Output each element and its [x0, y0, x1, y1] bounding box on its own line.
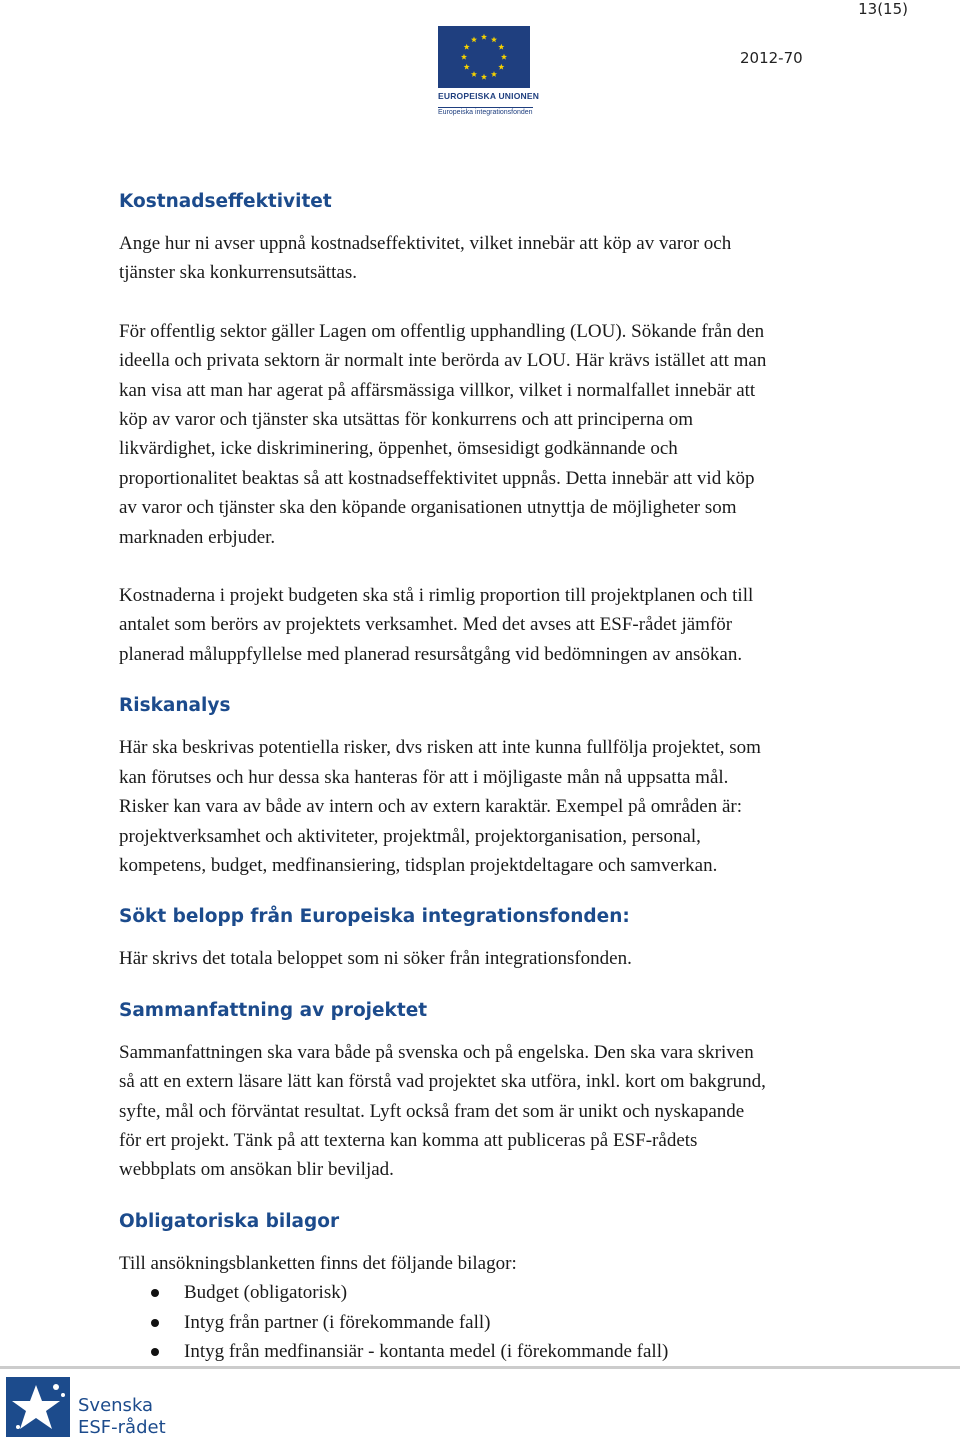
- kostnad-paragraph-2: För offentlig sektor gäller Lagen om offentlig upphandling (LOU). Sökande från den ideella och privata sektorn är normalt inte berörda av LOU. Här krävs istället att man kan visa att man har agerat på affärsmässiga villkor, vilket i normalfallet innebär att köp av varor och tjänster ska utsättas för konkurrens och att principerna om likvärdighet, icke diskriminering, öppenhet, ömsesidigt godkännande och proportionalitet beaktas så att kostnadseffektivitet uppnås. Detta innebär att vid köp av varor och tjänster ska den köpande organisationen utnyttja de möjligheter som marknaden erbjuder.: [119, 320, 767, 548]
- heading-sokt-belopp: Sökt belopp från Europeiska integrationsfonden:: [119, 906, 630, 928]
- page-number: 13(15): [858, 0, 908, 18]
- document-body: [119, 189, 879, 1366]
- sammanfattning-paragraph: Sammanfattningen ska vara både på svenska och på engelska. Den ska vara skriven så att en extern läsare lätt kan förstå vad projektet ska utföra, inkl. kort om bakgrund, syfte, mål och förväntat resultat. Lyft också fram det som är unikt och nyskapande för ert projekt. Tänk på att texterna kan komma att publiceras på ESF-rådets webbplats om ansökan blir beviljad.: [119, 1041, 766, 1181]
- list-item: Intyg från partner (i förekommande fall): [119, 1308, 879, 1337]
- eu-logo: [438, 26, 540, 119]
- eu-logo-name: EUROPEISKA UNIONEN: [438, 91, 540, 101]
- esf-logo-text: Svenska ESF-rådet: [78, 1395, 166, 1438]
- eu-logo-subtitle: Europeiska integrationsfonden: [438, 109, 533, 116]
- footer-divider: [0, 1366, 960, 1369]
- risk-paragraph: Här ska beskrivas potentiella risker, dvs risken att inte kunna fullfölja projektet, som kan förutses och hur dessa ska hanteras för att i möjligaste mån nå uppsatta mål. Risker kan vara av både av intern och av extern karaktär. Exempel på områden är: projektverksamhet och aktiviteter, projektmål, projektorganisation, personal, kompetens, budget, medfinansiering, tidsplan projektdeltagare och samverkan.: [119, 737, 761, 876]
- esf-logo: [6, 1377, 166, 1439]
- heading-obligatoriska-bilagor: Obligatoriska bilagor: [119, 1210, 340, 1232]
- document-id: 2012-70: [740, 49, 803, 67]
- heading-sammanfattning: Sammanfattning av projektet: [119, 999, 428, 1021]
- list-item: Intyg från medfinansiär - kontanta medel (i förekommande fall): [119, 1337, 879, 1366]
- eu-flag-icon: [438, 26, 530, 88]
- heading-riskanalys: Riskanalys: [119, 695, 231, 717]
- belopp-paragraph: Här skrivs det totala beloppet som ni söker från integrationsfonden.: [119, 948, 632, 970]
- kostnad-paragraph-1: Ange hur ni avser uppnå kostnadseffektivitet, vilket innebär att köp av varor och tjänster ska konkurrensutsättas.: [119, 233, 732, 284]
- kostnad-paragraph-3: Kostnaderna i projekt budgeten ska stå i rimlig proportion till projektplanen och till antalet som berörs av projektets verksamhet. Med det avses att ESF-rådet jämför planerad måluppfyllelse med planerad resursåtgång vid bedömningen av ansökan.: [119, 585, 754, 665]
- bilagor-intro: Till ansökningsblanketten finns det följande bilagor:: [119, 1252, 517, 1274]
- list-item: Budget (obligatorisk): [119, 1278, 879, 1307]
- bilagor-list: [119, 1278, 879, 1366]
- esf-star-icon: [6, 1377, 70, 1437]
- heading-kostnadseffektivitet: Kostnadseffektivitet: [119, 191, 332, 212]
